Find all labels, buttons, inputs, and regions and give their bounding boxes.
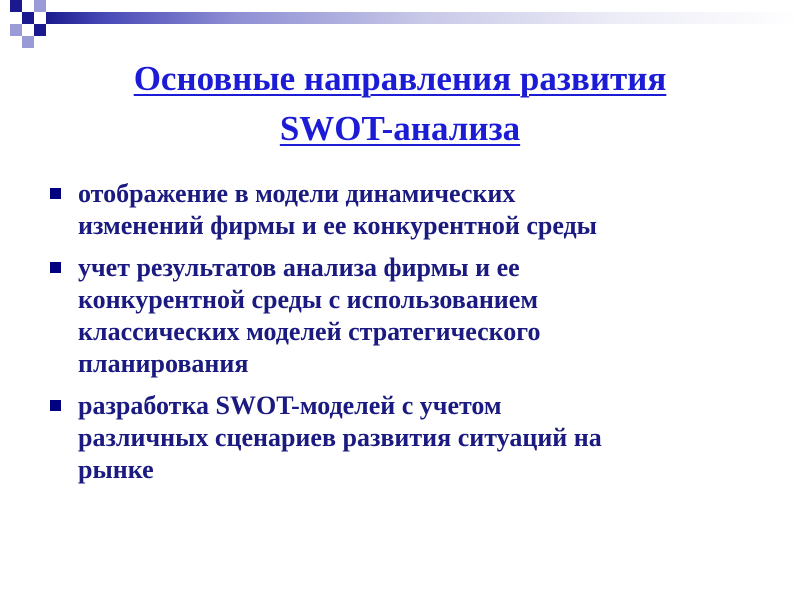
bullet-line: конкурентной среды с использованием (78, 285, 539, 314)
deco-square (22, 12, 34, 24)
square-bullet-icon (50, 188, 61, 199)
bullet-line: рынке (78, 455, 154, 484)
bullet-item (48, 390, 748, 486)
bullet-list (48, 178, 748, 496)
slide-title-line1: Основные направления развития (133, 59, 667, 98)
deco-square (22, 36, 34, 48)
deco-square (34, 0, 46, 12)
slide-title-line2: SWOT-анализа (279, 109, 521, 148)
bullet-line: изменений фирмы и ее конкурентной среды (78, 211, 597, 240)
bullet-item (48, 252, 748, 380)
gradient-bar (46, 12, 800, 24)
square-bullet-icon (50, 400, 61, 411)
bullet-item (48, 178, 748, 242)
deco-square (10, 0, 22, 12)
deco-square (10, 24, 22, 36)
slide-title (40, 54, 760, 154)
bullet-line: различных сценариев развития ситуаций на (78, 423, 602, 452)
bullet-line: планирования (78, 349, 249, 378)
deco-square (34, 24, 46, 36)
bullet-line: учет результатов анализа фирмы и ее (78, 253, 520, 282)
bullet-line: отображение в модели динамических (78, 179, 516, 208)
bullet-line: разработка SWOT-моделей с учетом (78, 391, 502, 420)
bullet-line: классических моделей стратегического (78, 317, 541, 346)
header-decoration (0, 0, 800, 60)
square-bullet-icon (50, 262, 61, 273)
